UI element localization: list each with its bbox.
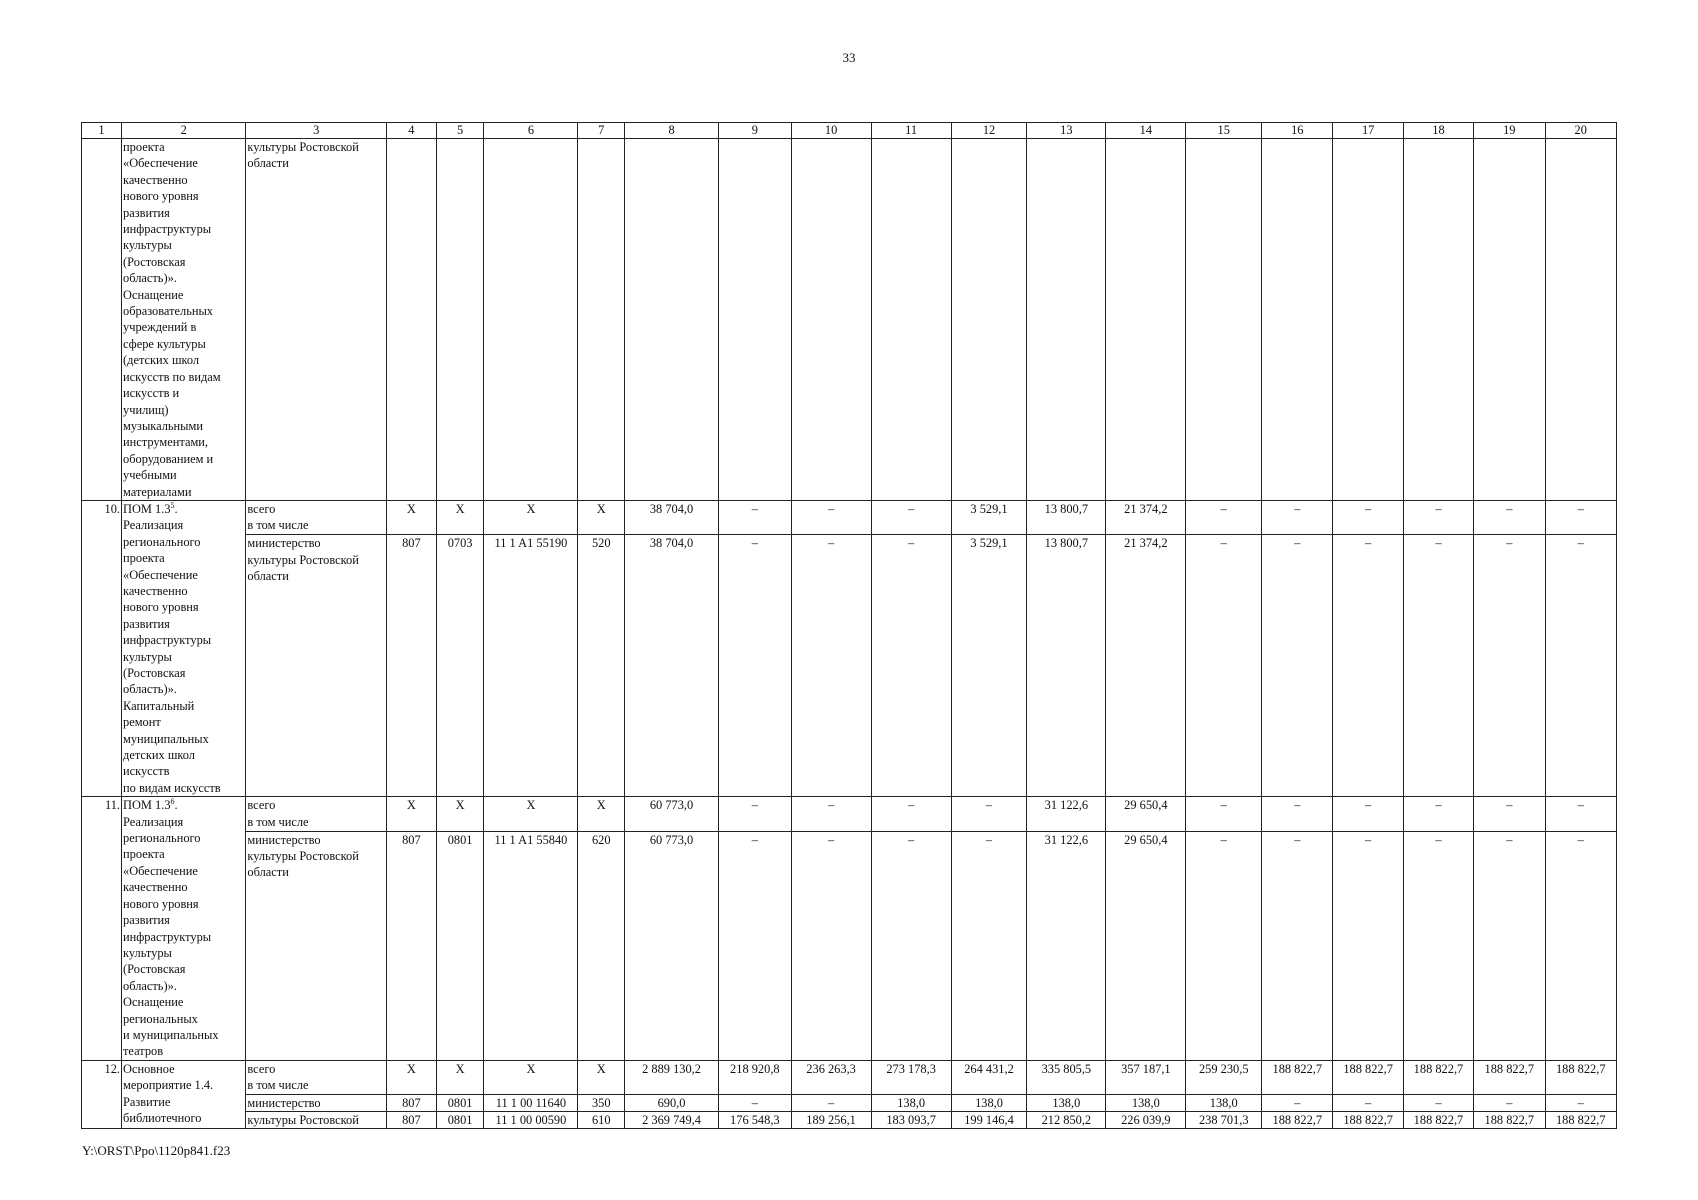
value-cell: 520 [578,535,625,797]
value-cell: – [871,797,951,831]
value-cell: – [951,831,1027,1060]
value-cell: 357 187,1 [1106,1060,1186,1094]
column-number-header: 11 [871,123,951,139]
measure-name-cell [122,1060,246,1129]
row-number-cell: 11. [82,797,122,1061]
cell-text-line: области [247,156,289,171]
value-cell: 188 822,7 [1474,1060,1545,1094]
value-cell [1186,139,1262,501]
value-cell: 0801 [436,1111,484,1128]
value-cell [1474,139,1545,501]
cell-text-line: ремонт [123,715,161,730]
value-cell: – [1545,535,1617,797]
value-cell: – [1545,500,1617,534]
value-cell: 238 701,3 [1186,1111,1262,1128]
column-number-header: 8 [624,123,718,139]
executor-cell: культуры Ростовской [246,1111,387,1128]
cell-text-line: развития [123,205,170,220]
value-cell: – [1545,1094,1617,1111]
cell-text-line: Развитие [123,1094,171,1109]
cell-text-line: и муниципальных [123,1027,219,1042]
value-cell: – [719,535,791,797]
cell-text-line: региональных [123,1011,198,1026]
value-cell: 189 256,1 [791,1111,871,1128]
table-row [82,500,1617,534]
value-cell: – [1333,535,1403,797]
page-number: 33 [842,50,856,65]
value-cell: – [1403,831,1473,1060]
value-cell [436,139,484,501]
value-cell [871,139,951,501]
measure-code: ПОМ 1.3 [123,501,171,516]
column-number-header: 17 [1333,123,1403,139]
value-cell: 138,0 [1186,1094,1262,1111]
value-cell: – [1545,797,1617,831]
value-cell: X [484,797,578,831]
cell-text-line: Капитальный [123,698,195,713]
value-cell: – [1262,500,1333,534]
value-cell: – [1474,1094,1545,1111]
cell-text-line: инструментами, [123,435,209,450]
measure-title [123,797,244,813]
cell-text-line: культуры Ростовской [247,140,359,154]
cell-text-line: области [247,569,289,584]
cell-text-line: качественно [123,583,188,598]
value-cell: 38 704,0 [624,500,718,534]
cell-text-line: развития [123,616,170,631]
total-label-cell [246,797,387,831]
value-cell [387,139,437,501]
cell-text-line: Реализация [123,814,184,829]
value-cell: – [791,797,871,831]
value-cell: – [719,500,791,534]
cell-text-line: в том числе [247,1078,309,1093]
cell-text-line: культуры [123,649,172,664]
cell-text-line: училищ) [123,402,169,417]
value-cell: – [1262,1094,1333,1111]
cell-text-line: области [247,865,289,880]
cell-text-line: учреждений в [123,320,197,335]
cell-text-line: «Обеспечение [123,863,198,878]
cell-text-line: библиотечного [123,1110,202,1125]
cell-text-line: Оснащение [123,287,184,302]
value-cell: 690,0 [624,1094,718,1111]
cell-text-line: проекта [123,847,165,862]
cell-text-line: область)». [123,682,177,697]
value-cell [1106,139,1186,501]
value-cell: X [578,500,625,534]
column-number-header: 6 [484,123,578,139]
table-row [82,535,1617,797]
column-number-header: 1 [82,123,122,139]
value-cell: 350 [578,1094,625,1111]
cell-text-line: мероприятие 1.4. [123,1078,214,1093]
column-number-header: 14 [1106,123,1186,139]
value-cell: 226 039,9 [1106,1111,1186,1128]
row-number-cell: 10. [82,500,122,796]
cell-text-line: Оснащение [123,995,184,1010]
value-cell: – [719,831,791,1060]
value-cell: 3 529,1 [951,535,1027,797]
table-row [82,831,1617,1060]
value-cell: – [1186,831,1262,1060]
cell-text-line: (Ростовская [123,962,186,977]
cell-text-line: муниципальных [123,731,209,746]
value-cell: – [791,500,871,534]
value-cell: 29 650,4 [1106,797,1186,831]
value-cell: – [1333,831,1403,1060]
value-cell: 188 822,7 [1545,1111,1617,1128]
value-cell: X [578,1060,625,1094]
value-cell: 273 178,3 [871,1060,951,1094]
value-cell: 11 1 A1 55840 [484,831,578,1060]
executor-cell: министерство [246,1094,387,1111]
value-cell: 138,0 [871,1094,951,1111]
value-cell: 13 800,7 [1027,500,1106,534]
value-cell: 21 374,2 [1106,535,1186,797]
value-cell: 807 [387,831,437,1060]
value-cell: 259 230,5 [1186,1060,1262,1094]
value-cell: X [578,797,625,831]
cell-text-line: инфраструктуры [123,929,212,944]
value-cell: 620 [578,831,625,1060]
value-cell: – [1262,831,1333,1060]
cell-text-line: регионального [123,831,201,846]
value-cell: 138,0 [1106,1094,1186,1111]
cell-text-line: искусств и [123,386,180,401]
cell-text-line: театров [123,1044,164,1059]
cell-text-line: образовательных [123,304,213,319]
cell-text-line: культуры Ростовской [247,849,359,864]
value-cell [1262,139,1333,501]
value-cell: 2 369 749,4 [624,1111,718,1128]
value-cell: X [387,1060,437,1094]
column-number-header: 3 [246,123,387,139]
value-cell: – [951,797,1027,831]
value-cell: 807 [387,535,437,797]
column-number-header: 7 [578,123,625,139]
cell-text-line: детских школ [123,748,195,763]
footnote-mark: 5 [170,500,175,510]
measure-code: ПОМ 1.3 [123,798,171,813]
value-cell: – [1262,535,1333,797]
value-cell: 2 889 130,2 [624,1060,718,1094]
value-cell: 188 822,7 [1262,1111,1333,1128]
value-cell: X [484,500,578,534]
value-cell: 138,0 [1027,1094,1106,1111]
value-cell [1333,139,1403,501]
value-cell: 60 773,0 [624,831,718,1060]
cell-text-line: культуры Ростовской [247,552,359,567]
table-row [82,139,1617,501]
cell-text-line: проекта [123,551,165,566]
value-cell: 138,0 [951,1094,1027,1111]
value-cell [578,139,625,501]
value-cell: 807 [387,1111,437,1128]
column-number-header: 18 [1403,123,1473,139]
column-number-header: 13 [1027,123,1106,139]
cell-text-line: «Обеспечение [123,156,198,171]
cell-text-line: по видам искусств [123,780,221,795]
cell-text-line: в том числе [247,814,309,829]
executor-cell [246,535,387,797]
table-row [82,1111,1617,1128]
value-cell: – [719,797,791,831]
column-number-header: 19 [1474,123,1545,139]
footer-file-path: Y:\ORST\Ppo\1120p841.f23 [82,1143,231,1158]
value-cell [624,139,718,501]
value-cell: 11 1 A1 55190 [484,535,578,797]
cell-text-line: Основное [123,1061,175,1076]
value-cell: X [436,797,484,831]
value-cell: 13 800,7 [1027,535,1106,797]
cell-text-line: качественно [123,172,188,187]
value-cell: – [1186,797,1262,831]
cell-text-line: оборудованием и [123,451,214,466]
executor-cell [246,831,387,1060]
value-cell: 188 822,7 [1333,1060,1403,1094]
value-cell: 0801 [436,1094,484,1111]
cell-text-line: проекта [123,140,165,154]
cell-text-line: инфраструктуры [123,222,212,237]
column-number-header: 4 [387,123,437,139]
cell-text-line: нового уровня [123,896,199,911]
row-number-cell: 12. [82,1060,122,1129]
value-cell: 212 850,2 [1027,1111,1106,1128]
value-cell: – [1403,500,1473,534]
value-cell: 38 704,0 [624,535,718,797]
cell-text-line: учебными [123,468,177,483]
cell-text-line: (Ростовская [123,666,186,680]
value-cell: – [791,535,871,797]
column-number-header: 10 [791,123,871,139]
cell-text-line: качественно [123,880,188,895]
value-cell [719,139,791,501]
value-cell: 29 650,4 [1106,831,1186,1060]
footnote-mark: 6 [170,797,175,807]
value-cell: – [871,500,951,534]
table-row [82,1060,1617,1094]
cell-text-line: развития [123,913,170,928]
cell-text-line: нового уровня [123,189,199,204]
value-cell: 60 773,0 [624,797,718,831]
cell-text-line: культуры [123,238,172,253]
value-cell: X [484,1060,578,1094]
column-number-header: 12 [951,123,1027,139]
cell-text-line: всего [247,501,276,516]
value-cell: 21 374,2 [1106,500,1186,534]
cell-text-line: всего [247,1061,276,1076]
value-cell: 31 122,6 [1027,831,1106,1060]
value-cell: – [1545,831,1617,1060]
column-number-header: 16 [1262,123,1333,139]
value-cell: X [436,500,484,534]
cell-text-line: материалами [123,484,192,499]
cell-text-line: (детских школ [123,353,200,368]
value-cell: 11 1 00 11640 [484,1094,578,1111]
measure-name-cell [122,139,246,501]
value-cell: – [1474,797,1545,831]
column-number-header: 5 [436,123,484,139]
cell-text-line: область)». [123,271,177,286]
cell-text-line: «Обеспечение [123,567,198,582]
value-cell: – [1186,500,1262,534]
total-label-cell [246,1060,387,1094]
value-cell: 335 805,5 [1027,1060,1106,1094]
value-cell: – [1333,1094,1403,1111]
value-cell [1545,139,1617,501]
value-cell: 0801 [436,831,484,1060]
value-cell: 176 548,3 [719,1111,791,1128]
value-cell: – [1403,535,1473,797]
cell-text-line: искусств [123,764,170,779]
cell-text-line: (Ростовская [123,254,186,269]
value-cell: – [719,1094,791,1111]
value-cell [791,139,871,501]
value-cell: – [1333,500,1403,534]
measure-name-cell [122,797,246,1061]
measure-code-dot: . [174,501,178,516]
value-cell: 264 431,2 [951,1060,1027,1094]
header-row [82,123,1617,139]
value-cell: – [1403,1094,1473,1111]
value-cell: X [387,797,437,831]
cell-text-line: в том числе [247,518,309,533]
value-cell [951,139,1027,501]
cell-text-line: сфере культуры [123,336,206,351]
value-cell [484,139,578,501]
column-number-header: 15 [1186,123,1262,139]
value-cell: 199 146,4 [951,1111,1027,1128]
value-cell: 610 [578,1111,625,1128]
value-cell: – [871,831,951,1060]
value-cell [1027,139,1106,501]
cell-text-line: музыкальными [123,418,203,433]
value-cell: 183 093,7 [871,1111,951,1128]
executor-cell [246,139,387,501]
cell-text-line: инфраструктуры [123,633,212,648]
row-number-cell [82,139,122,501]
value-cell: 31 122,6 [1027,797,1106,831]
value-cell: 0703 [436,535,484,797]
value-cell: – [1333,797,1403,831]
column-number-header: 2 [122,123,246,139]
value-cell: – [791,831,871,1060]
column-number-header: 20 [1545,123,1617,139]
value-cell: – [871,535,951,797]
cell-text-line: нового уровня [123,600,199,615]
value-cell: X [387,500,437,534]
cell-text-line: искусств по видам [123,369,221,384]
cell-text-line: Реализация [123,518,184,533]
value-cell: 236 263,3 [791,1060,871,1094]
value-cell: 188 822,7 [1545,1060,1617,1094]
value-cell: 188 822,7 [1403,1060,1473,1094]
value-cell: 188 822,7 [1403,1111,1473,1128]
measure-title [123,501,244,517]
value-cell: – [1474,535,1545,797]
cell-text-line: культуры [123,945,172,960]
value-cell: – [1262,797,1333,831]
total-label-cell [246,500,387,534]
table-row [82,797,1617,831]
column-number-header: 9 [719,123,791,139]
table-row [82,1094,1617,1111]
measure-name-cell [122,500,246,796]
value-cell: 188 822,7 [1474,1111,1545,1128]
value-cell: 11 1 00 00590 [484,1111,578,1128]
value-cell: 188 822,7 [1262,1060,1333,1094]
value-cell: – [1474,831,1545,1060]
cell-text-line: министерство [247,832,321,847]
budget-table [81,122,1617,1129]
value-cell: – [1403,797,1473,831]
cell-text-line: министерство [247,536,321,551]
value-cell [1403,139,1473,501]
cell-text-line: область)». [123,978,177,993]
cell-text-line: всего [247,798,276,813]
value-cell: – [1186,535,1262,797]
measure-code-dot: . [174,798,178,813]
value-cell: – [1474,500,1545,534]
value-cell: 3 529,1 [951,500,1027,534]
value-cell: 807 [387,1094,437,1111]
value-cell: X [436,1060,484,1094]
value-cell: 218 920,8 [719,1060,791,1094]
cell-text-line: регионального [123,534,201,549]
value-cell: 188 822,7 [1333,1111,1403,1128]
value-cell: – [791,1094,871,1111]
